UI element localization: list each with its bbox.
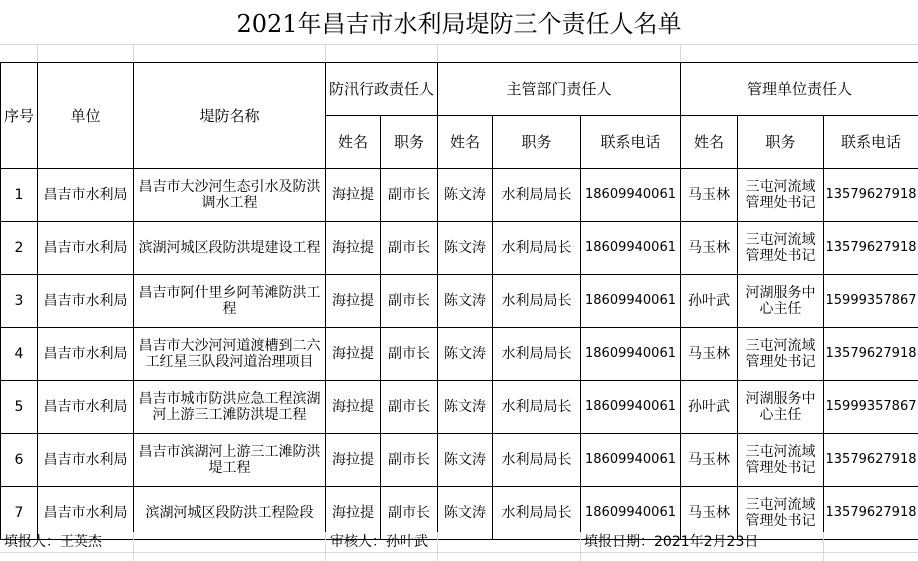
cell-admin-name: 海拉提 [326, 487, 381, 540]
cell-dept-name: 陈文涛 [438, 275, 493, 328]
cell-dept-name: 陈文涛 [438, 381, 493, 434]
cell-mgmt-position: 三屯河流域管理处书记 [738, 434, 824, 487]
cell-dept-phone: 18609940061 [581, 275, 681, 328]
cell-mgmt-phone: 13579627918 [824, 328, 918, 381]
cell-mgmt-position: 河湖服务中心主任 [738, 275, 824, 328]
cell-mgmt-name: 孙叶武 [681, 381, 738, 434]
cell-unit: 昌吉市水利局 [38, 169, 134, 222]
table-row [1, 434, 918, 487]
cell-mgmt-phone: 13579627918 [824, 169, 918, 222]
cell-dept-name: 陈文涛 [438, 169, 493, 222]
cell-unit: 昌吉市水利局 [38, 381, 134, 434]
cell-dept-phone: 18609940061 [581, 381, 681, 434]
cell-seq: 6 [1, 434, 38, 487]
header-row-1 [1, 63, 918, 116]
cell-admin-position: 副市长 [381, 328, 438, 381]
cell-seq: 1 [1, 169, 38, 222]
cell-seq: 3 [1, 275, 38, 328]
cell-mgmt-position: 河湖服务中心主任 [738, 381, 824, 434]
cell-dept-position: 水利局局长 [493, 275, 581, 328]
cell-unit: 昌吉市水利局 [38, 222, 134, 275]
cell-mgmt-phone: 15999357867 [824, 275, 918, 328]
cell-dept-name: 陈文涛 [438, 487, 493, 540]
cell-mgmt-name: 马玉林 [681, 434, 738, 487]
cell-mgmt-position: 三屯河流域管理处书记 [738, 222, 824, 275]
table-body [1, 169, 918, 540]
cell-dept-phone: 18609940061 [581, 328, 681, 381]
cell-dike-name: 滨湖河城区段防洪工程险段 [134, 487, 326, 540]
cell-admin-position: 副市长 [381, 169, 438, 222]
cell-admin-position: 副市长 [381, 381, 438, 434]
reviewer-label: 审核人：孙叶武 [330, 534, 428, 550]
cell-dept-position: 水利局局长 [493, 381, 581, 434]
cell-admin-name: 海拉提 [326, 434, 381, 487]
cell-unit: 昌吉市水利局 [38, 328, 134, 381]
report-date-label: 填报日期：2021年2月23日 [584, 534, 759, 550]
cell-mgmt-name: 马玉林 [681, 169, 738, 222]
header-dike-name: 堤防名称 [134, 63, 326, 169]
cell-mgmt-position: 三屯河流域管理处书记 [738, 328, 824, 381]
cell-mgmt-phone: 13579627918 [824, 434, 918, 487]
header-mgmt-name: 姓名 [681, 116, 738, 169]
footer [0, 532, 918, 561]
cell-dept-position: 水利局局长 [493, 169, 581, 222]
header-flood-admin: 防汛行政责任人 [326, 63, 438, 116]
cell-unit: 昌吉市水利局 [38, 434, 134, 487]
cell-dike-name: 昌吉市城市防洪应急工程滨湖河上游三工滩防洪堤工程 [134, 381, 326, 434]
cell-dept-position: 水利局局长 [493, 328, 581, 381]
cell-dike-name: 昌吉市大沙河生态引水及防洪调水工程 [134, 169, 326, 222]
cell-unit: 昌吉市水利局 [38, 275, 134, 328]
cell-mgmt-position: 三屯河流域管理处书记 [738, 169, 824, 222]
cell-admin-name: 海拉提 [326, 222, 381, 275]
cell-dept-position: 水利局局长 [493, 222, 581, 275]
cell-admin-name: 海拉提 [326, 275, 381, 328]
cell-dike-name: 昌吉市滨湖河上游三工滩防洪堤工程 [134, 434, 326, 487]
cell-mgmt-name: 孙叶武 [681, 275, 738, 328]
page-title: 2021年昌吉市水利局堤防三个责任人名单 [236, 10, 682, 38]
cell-seq: 7 [1, 487, 38, 540]
header-admin-position: 职务 [381, 116, 438, 169]
cell-admin-position: 副市长 [381, 434, 438, 487]
header-mgmt-position: 职务 [738, 116, 824, 169]
cell-dept-position: 水利局局长 [493, 434, 581, 487]
cell-admin-name: 海拉提 [326, 381, 381, 434]
cell-dept-phone: 18609940061 [581, 169, 681, 222]
cell-admin-position: 副市长 [381, 222, 438, 275]
header-dept: 主管部门责任人 [438, 63, 681, 116]
table-row [1, 222, 918, 275]
header-dept-position: 职务 [493, 116, 581, 169]
header-dept-name: 姓名 [438, 116, 493, 169]
cell-admin-name: 海拉提 [326, 328, 381, 381]
cell-mgmt-position: 三屯河流域管理处书记 [738, 487, 824, 540]
cell-admin-name: 海拉提 [326, 169, 381, 222]
cell-seq: 2 [1, 222, 38, 275]
header-unit: 单位 [38, 63, 134, 169]
responsibility-table [0, 62, 918, 540]
cell-seq: 4 [1, 328, 38, 381]
cell-admin-position: 副市长 [381, 487, 438, 540]
cell-mgmt-name: 马玉林 [681, 222, 738, 275]
header-mgmt: 管理单位责任人 [681, 63, 918, 116]
cell-unit: 昌吉市水利局 [38, 487, 134, 540]
reporter-label: 填报人：王英杰 [4, 534, 102, 550]
cell-mgmt-phone: 13579627918 [824, 222, 918, 275]
cell-dept-name: 陈文涛 [438, 222, 493, 275]
cell-dept-name: 陈文涛 [438, 328, 493, 381]
header-mgmt-phone: 联系电话 [824, 116, 918, 169]
cell-dept-phone: 18609940061 [581, 487, 681, 540]
cell-admin-position: 副市长 [381, 275, 438, 328]
table-row [1, 381, 918, 434]
header-dept-phone: 联系电话 [581, 116, 681, 169]
cell-dept-position: 水利局局长 [493, 487, 581, 540]
cell-mgmt-name: 马玉林 [681, 328, 738, 381]
header-seq: 序号 [1, 63, 38, 169]
cell-dike-name: 昌吉市阿什里乡阿苇滩防洪工程 [134, 275, 326, 328]
cell-dept-phone: 18609940061 [581, 434, 681, 487]
cell-dike-name: 昌吉市大沙河河道渡槽到二六工红星三队段河道治理项目 [134, 328, 326, 381]
table-row [1, 328, 918, 381]
cell-dept-phone: 18609940061 [581, 222, 681, 275]
header-admin-name: 姓名 [326, 116, 381, 169]
table-row [1, 169, 918, 222]
cell-dike-name: 滨湖河城区段防洪堤建设工程 [134, 222, 326, 275]
cell-seq: 5 [1, 381, 38, 434]
cell-mgmt-phone: 15999357867 [824, 381, 918, 434]
table-row [1, 275, 918, 328]
cell-mgmt-phone: 13579627918 [824, 487, 918, 540]
spacer-row [0, 44, 918, 62]
cell-mgmt-name: 马玉林 [681, 487, 738, 540]
cell-dept-name: 陈文涛 [438, 434, 493, 487]
